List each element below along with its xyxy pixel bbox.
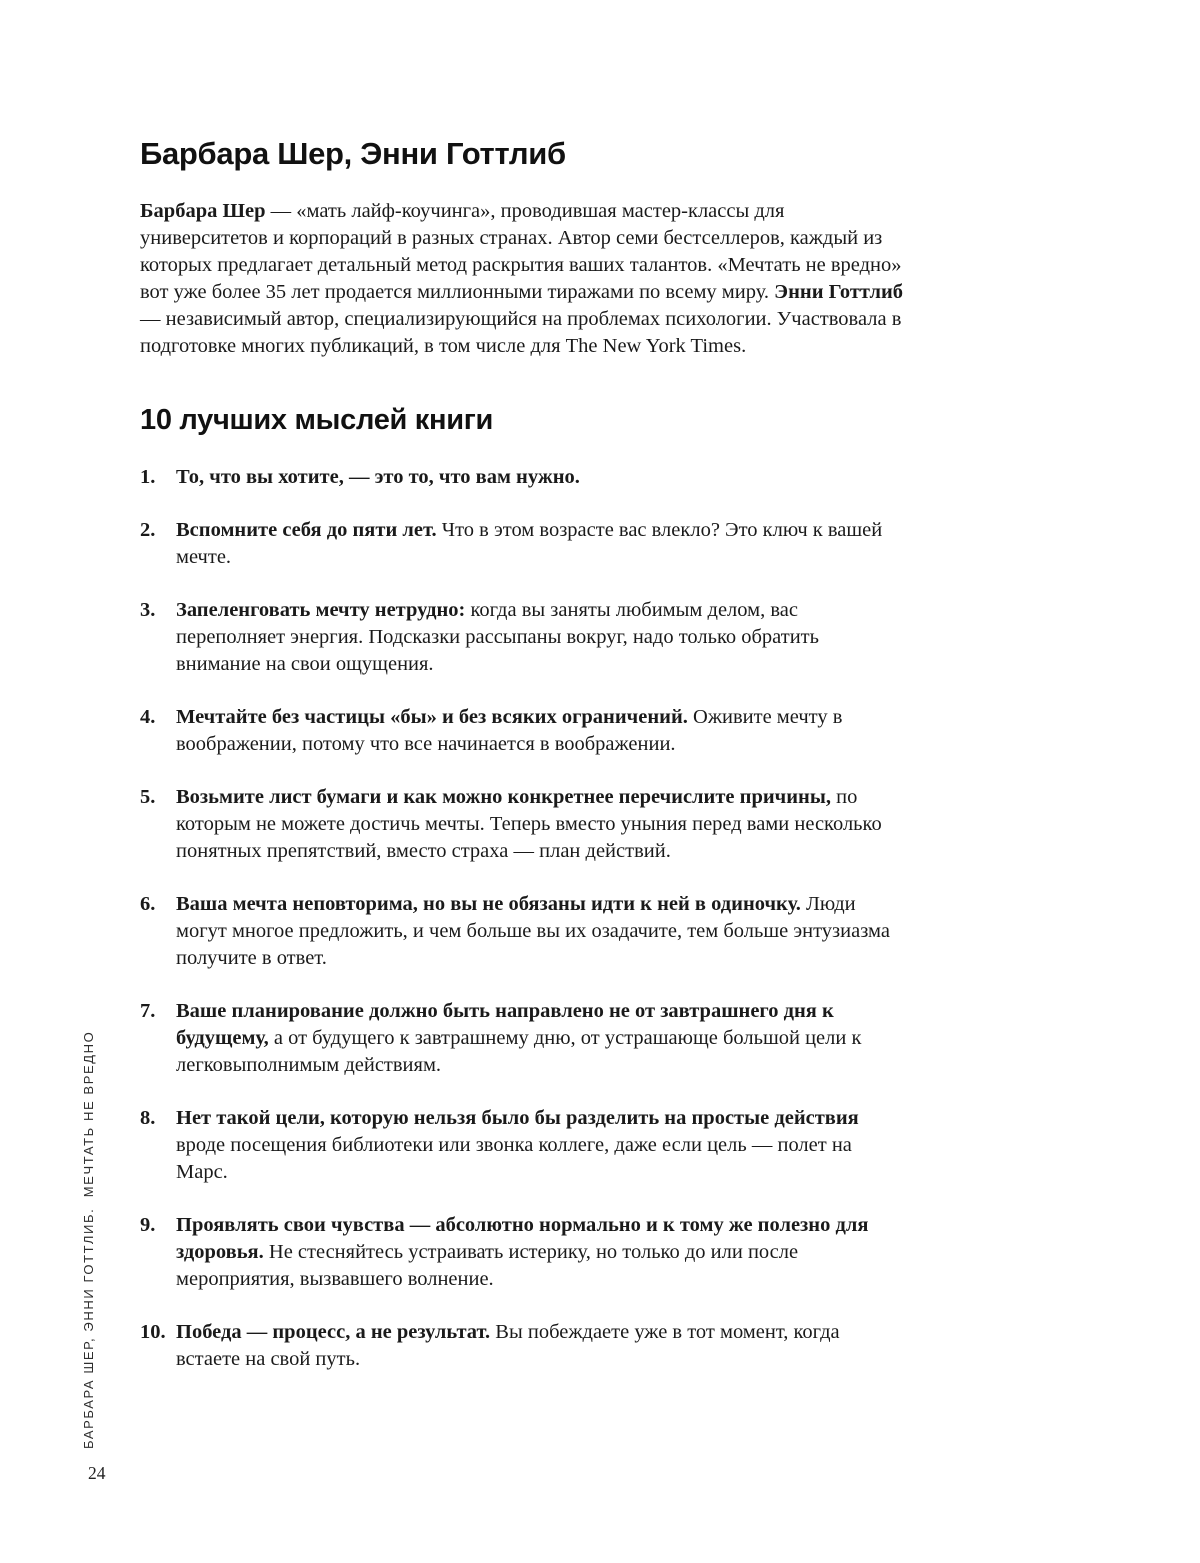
list-item-rest: Что в этом возрасте вас влекло? Это ключ к вашей мечте. — [176, 519, 883, 568]
list-item — [140, 891, 908, 972]
authors-bio-paragraph — [140, 198, 908, 360]
list-item — [140, 704, 908, 758]
main-content — [140, 136, 908, 1373]
list-item-number: 6. — [140, 893, 156, 915]
spine-vertical-title: БАРБАРА ШЕР, ЭННИ ГОТТЛИБ. МЕЧТАТЬ НЕ ВРЕДНО — [81, 1030, 96, 1449]
list-item-text — [176, 998, 908, 1079]
list-item-text — [176, 891, 908, 972]
list-item-number: 1. — [140, 466, 156, 488]
bio-author-name-bold: Энни Готтлиб — [774, 281, 904, 303]
list-item — [140, 517, 908, 571]
list-item-rest: а от будущего к завтрашнему дню, от устрашающе большой цели к легковыполнимым действиям. — [176, 1027, 862, 1076]
bio-author-name-bold: Барбара Шер — [140, 200, 266, 222]
section-heading: 10 лучших мыслей книги — [140, 404, 494, 436]
list-item-lead-bold: Проявлять свои чувства — абсолютно нормально и к тому же полезно для здоровья. — [176, 1214, 869, 1263]
list-item-rest: Люди могут многое предложить, и чем больше вы их озадачите, тем больше энтузиазма получите в ответ. — [176, 893, 890, 969]
list-item-number: 3. — [140, 599, 156, 621]
page-number: 24 — [88, 1463, 106, 1483]
list-item-lead-bold: Вспомните себя до пяти лет. — [176, 519, 437, 541]
list-item-lead-bold: Победа — процесс, а не результат. — [176, 1321, 491, 1343]
list-item-text — [176, 704, 908, 758]
ideas-list — [140, 464, 908, 1373]
list-item-text — [176, 1319, 908, 1373]
list-item-number: 8. — [140, 1107, 156, 1129]
list-item-lead-bold: Нет такой цели, которую нельзя было бы разделить на простые действия — [176, 1107, 859, 1129]
authors-title: Барбара Шер, Энни Готтлиб — [140, 136, 566, 171]
list-item-rest: Оживите мечту в воображении, потому что все начинается в воображении. — [176, 706, 843, 755]
list-item-rest: Не стесняйтесь устраивать истерику, но только до или после мероприятия, вызвавшего волнение. — [176, 1241, 799, 1290]
list-item-text — [176, 517, 908, 571]
list-item-rest: по которым не можете достичь мечты. Теперь вместо уныния перед вами несколько понятных препятствий, вместо страха — план действий. — [176, 786, 882, 862]
bio-text-segment: — независимый автор, специализирующийся на проблемах психологии. Участвовала в подготовке многих публикаций, в том числе для The New York Times. — [140, 308, 902, 357]
list-item-number: 2. — [140, 519, 156, 541]
list-item-lead-bold: Ваше планирование должно быть направлено не от завтрашнего дня к будущему, — [176, 1000, 834, 1049]
list-item-rest: вроде посещения библиотеки или звонка коллеге, даже если цель — полет на Марс. — [176, 1134, 852, 1183]
list-item-text — [176, 1105, 908, 1186]
list-item-text — [176, 1212, 908, 1293]
list-item — [140, 464, 908, 491]
list-item — [140, 1319, 908, 1373]
list-item-lead-bold: Мечтайте без частицы «бы» и без всяких ограничений. — [176, 706, 688, 728]
list-item — [140, 1212, 908, 1293]
list-item-lead-bold: Возьмите лист бумаги и как можно конкретнее перечислите причины, — [176, 786, 831, 808]
list-item-text — [176, 464, 908, 491]
list-item-lead-bold: То, что вы хотите, — это то, что вам нужно. — [176, 466, 580, 488]
list-item — [140, 784, 908, 865]
list-item-rest: когда вы заняты любимым делом, вас переполняет энергия. Подсказки рассыпаны вокруг, надо только обратить внимание на свои ощущения. — [176, 599, 819, 675]
bio-text-segment: — «мать лайф-коучинга», проводившая мастер-классы для университетов и корпораций в разных странах. Автор семи бестселлеров, каждый из которых предлагает детальный метод раскрытия ваших талантов. «Мечтать не вредно» вот уже более 35 лет продается миллионными тиражами по всему миру. — [140, 200, 902, 303]
list-item — [140, 597, 908, 678]
list-item-rest: Вы побеждаете уже в тот момент, когда встаете на свой путь. — [176, 1321, 840, 1370]
list-item-text — [176, 597, 908, 678]
list-item-text — [176, 784, 908, 865]
list-item-number: 5. — [140, 786, 156, 808]
list-item-number: 7. — [140, 1000, 156, 1022]
list-item-lead-bold: Запеленговать мечту нетрудно: — [176, 599, 466, 621]
list-item — [140, 1105, 908, 1186]
list-item-lead-bold: Ваша мечта неповторима, но вы не обязаны идти к ней в одиночку. — [176, 893, 801, 915]
list-item-number: 4. — [140, 706, 156, 728]
list-item-number: 10. — [140, 1321, 166, 1343]
list-item — [140, 998, 908, 1079]
list-item-number: 9. — [140, 1214, 156, 1236]
